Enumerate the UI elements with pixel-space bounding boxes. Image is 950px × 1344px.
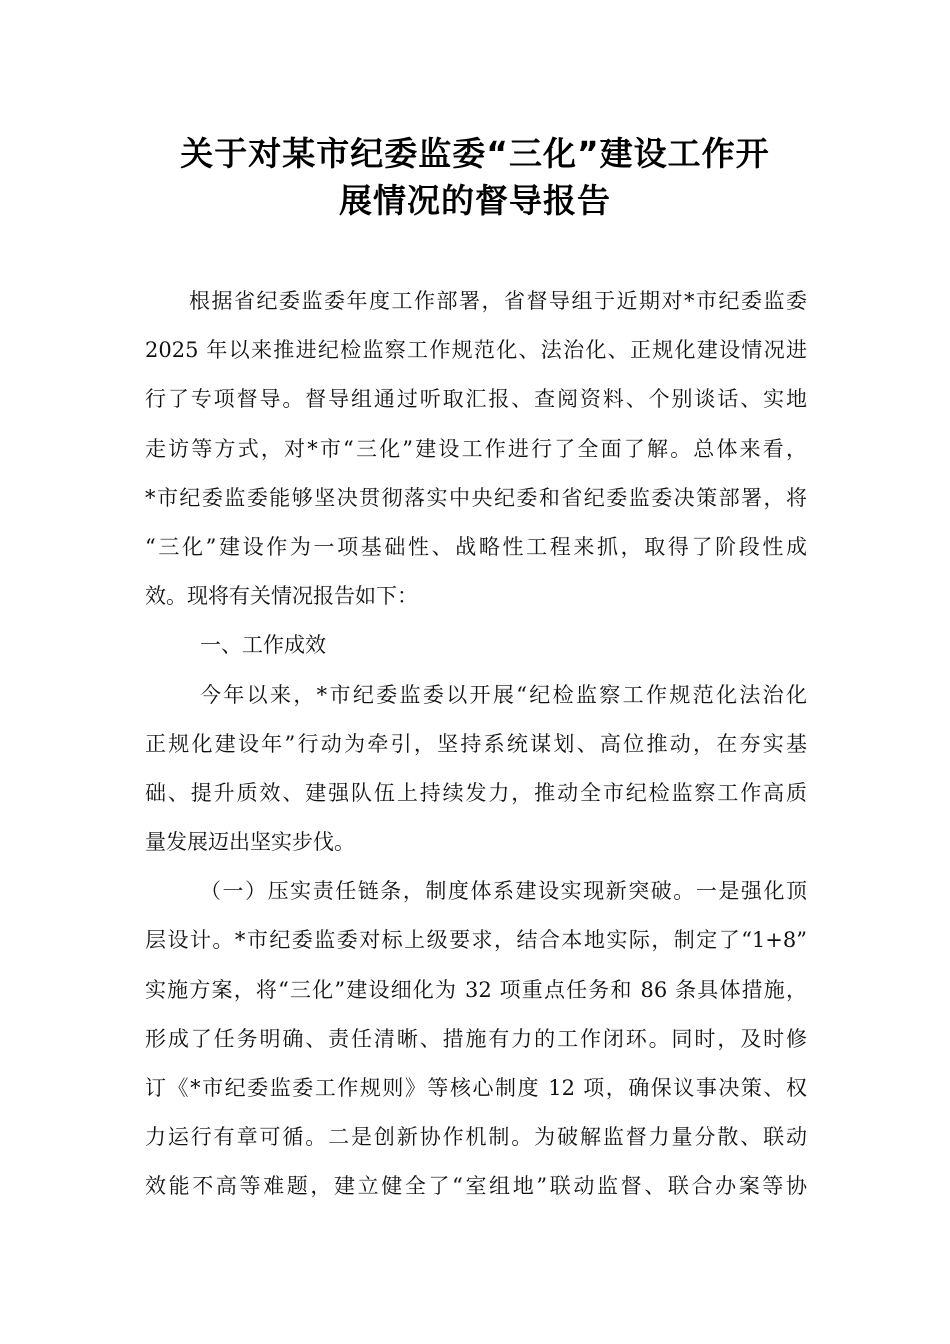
text-line: 正规化建设年”行动为牵引，坚持系统谋划、高位推动，在夯实基 bbox=[145, 731, 807, 756]
text-line: 力运行有章可循。二是创新协作机制。为破解监督力量分散、联动 bbox=[145, 1125, 807, 1150]
text-line: 根据省纪委监委年度工作部署，省督导组于近期对*市纪委监委 bbox=[189, 289, 807, 313]
text-line: 量发展迈出坚实步伐。 bbox=[145, 830, 355, 855]
section-heading-achievements bbox=[145, 627, 807, 676]
text-line: *市纪委监委能够坚决贯彻落实中央纪委和省纪委监委决策部署，将 bbox=[145, 485, 807, 510]
text-line: “三化”建设作为一项基础性、战略性工程来抓，取得了阶段性成 bbox=[145, 534, 807, 559]
text-line: 今年以来，*市纪委监委以开展“纪检监察工作规范化法治化 bbox=[200, 682, 807, 707]
text-line: 形成了任务明确、责任清晰、措施有力的工作闭环。同时，及时修 bbox=[145, 1026, 807, 1051]
paragraph-overview bbox=[145, 677, 807, 874]
document-body bbox=[145, 283, 807, 1218]
text-line: 走访等方式，对*市“三化”建设工作进行了全面了解。总体来看， bbox=[145, 436, 807, 461]
text-line: 实施方案，将“三化”建设细化为 32 项重点任务和 86 条具体措施， bbox=[145, 977, 807, 1002]
title-line-1: 关于对某市纪委监委“三化”建设工作开 bbox=[180, 134, 770, 173]
paragraph-intro bbox=[145, 283, 807, 627]
text-line: （一）压实责任链条，制度体系建设实现新突破。一是强化顶 bbox=[200, 879, 807, 904]
text-line: 订《*市纪委监委工作规则》等核心制度 12 项，确保议事决策、权 bbox=[145, 1076, 807, 1100]
text-line: 层设计。*市纪委监委对标上级要求，结合本地实际，制定了“1+8” bbox=[145, 928, 807, 953]
title-line-2: 展情况的督导报告 bbox=[339, 181, 611, 220]
text-line: 行了专项督导。督导组通过听取汇报、查阅资料、个别谈话、实地 bbox=[145, 387, 807, 412]
paragraph-subsection-1 bbox=[145, 873, 807, 1217]
text-line: 础、提升质效、建强队伍上持续发力，推动全市纪检监察工作高质 bbox=[145, 780, 807, 805]
text-line: 效。现将有关情况报告如下： bbox=[145, 584, 418, 609]
document-title bbox=[130, 130, 820, 224]
text-line: 2025 年以来推进纪检监察工作规范化、法治化、正规化建设情况进 bbox=[145, 338, 807, 363]
section-heading: 一、工作成效 bbox=[200, 633, 326, 658]
text-line: 效能不高等难题，建立健全了“室组地”联动监督、联合办案等协 bbox=[145, 1174, 807, 1199]
